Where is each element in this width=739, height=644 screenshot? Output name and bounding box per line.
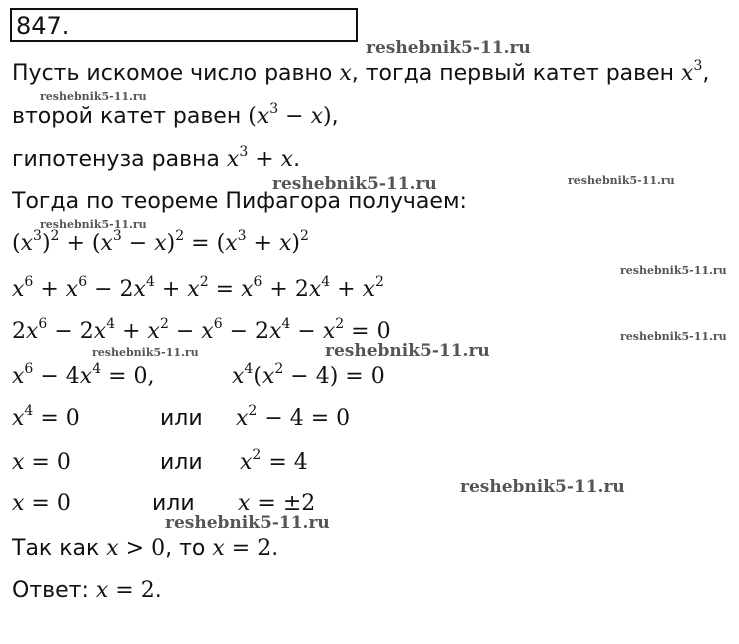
watermark: reshebnik5-11.ru bbox=[40, 90, 147, 103]
problem-number: 847. bbox=[16, 12, 70, 40]
watermark: reshebnik5-11.ru bbox=[272, 174, 437, 194]
math-condition: x > 0 bbox=[106, 536, 166, 561]
equation-factored: $x^4(x^2 - 4) = 0$ bbox=[232, 361, 385, 389]
watermark: reshebnik5-11.ru bbox=[92, 346, 199, 359]
math-result: x = 2 bbox=[212, 536, 272, 561]
or-label: или bbox=[152, 491, 195, 516]
equation-case-a3: x = 0 bbox=[12, 491, 71, 516]
math-x-cubed: $x^3$ bbox=[681, 58, 703, 86]
watermark: reshebnik5-11.ru bbox=[165, 513, 330, 533]
equation-simplified: $x^6 - 4x^4 = 0$, bbox=[12, 361, 155, 389]
watermark: reshebnik5-11.ru bbox=[568, 174, 675, 187]
math-x: x bbox=[339, 61, 352, 86]
text-line-second-leg: второй катет равен $(x^3 - x)$, bbox=[12, 101, 339, 129]
watermark: reshebnik5-11.ru bbox=[620, 330, 727, 343]
text-line-hypotenuse: гипотенуза равна $x^3 + x$. bbox=[12, 144, 301, 172]
or-label: или bbox=[160, 406, 203, 431]
watermark: reshebnik5-11.ru bbox=[620, 264, 727, 277]
equation-pythagoras: $(x^3)^2 + (x^3 - x)^2 = (x^3 + x)^2$ bbox=[12, 228, 309, 256]
equation-case-b1: $x^2 - 4 = 0$ bbox=[236, 403, 351, 431]
equation-moved: $2x^6 - 2x^4 + x^2 - x^6 - 2x^4 - x^2 = 0$ bbox=[12, 316, 391, 344]
text-line-conclusion: Так как x > 0, то x = 2. bbox=[12, 536, 279, 561]
text-line-pythagoras: Тогда по теореме Пифагора получаем: bbox=[12, 189, 467, 214]
or-label: или bbox=[160, 450, 203, 475]
equation-expanded: $x^6 + x^6 - 2x^4 + x^2 = x^6 + 2x^4 + x^2$ bbox=[12, 274, 384, 302]
equation-case-a1: $x^4 = 0$ bbox=[12, 403, 80, 431]
text-line-intro: Пусть искомое число равно x, тогда первый катет равен $x^3$, bbox=[12, 58, 710, 86]
watermark: reshebnik5-11.ru bbox=[40, 218, 147, 231]
equation-case-b3: x = ±2 bbox=[238, 491, 316, 516]
problem-number-box bbox=[10, 8, 358, 42]
math-hypotenuse: $x^3 + x$ bbox=[226, 144, 294, 172]
watermark: reshebnik5-11.ru bbox=[325, 341, 490, 361]
math-answer: x = 2 bbox=[95, 578, 155, 603]
watermark: reshebnik5-11.ru bbox=[460, 477, 625, 497]
equation-case-a2: x = 0 bbox=[12, 450, 71, 475]
math-second-leg: $(x^3 - x)$ bbox=[248, 101, 332, 129]
text-line-answer: Ответ: x = 2. bbox=[12, 578, 162, 603]
equation-case-b2: $x^2 = 4$ bbox=[240, 447, 308, 475]
watermark: reshebnik5-11.ru bbox=[366, 38, 531, 58]
